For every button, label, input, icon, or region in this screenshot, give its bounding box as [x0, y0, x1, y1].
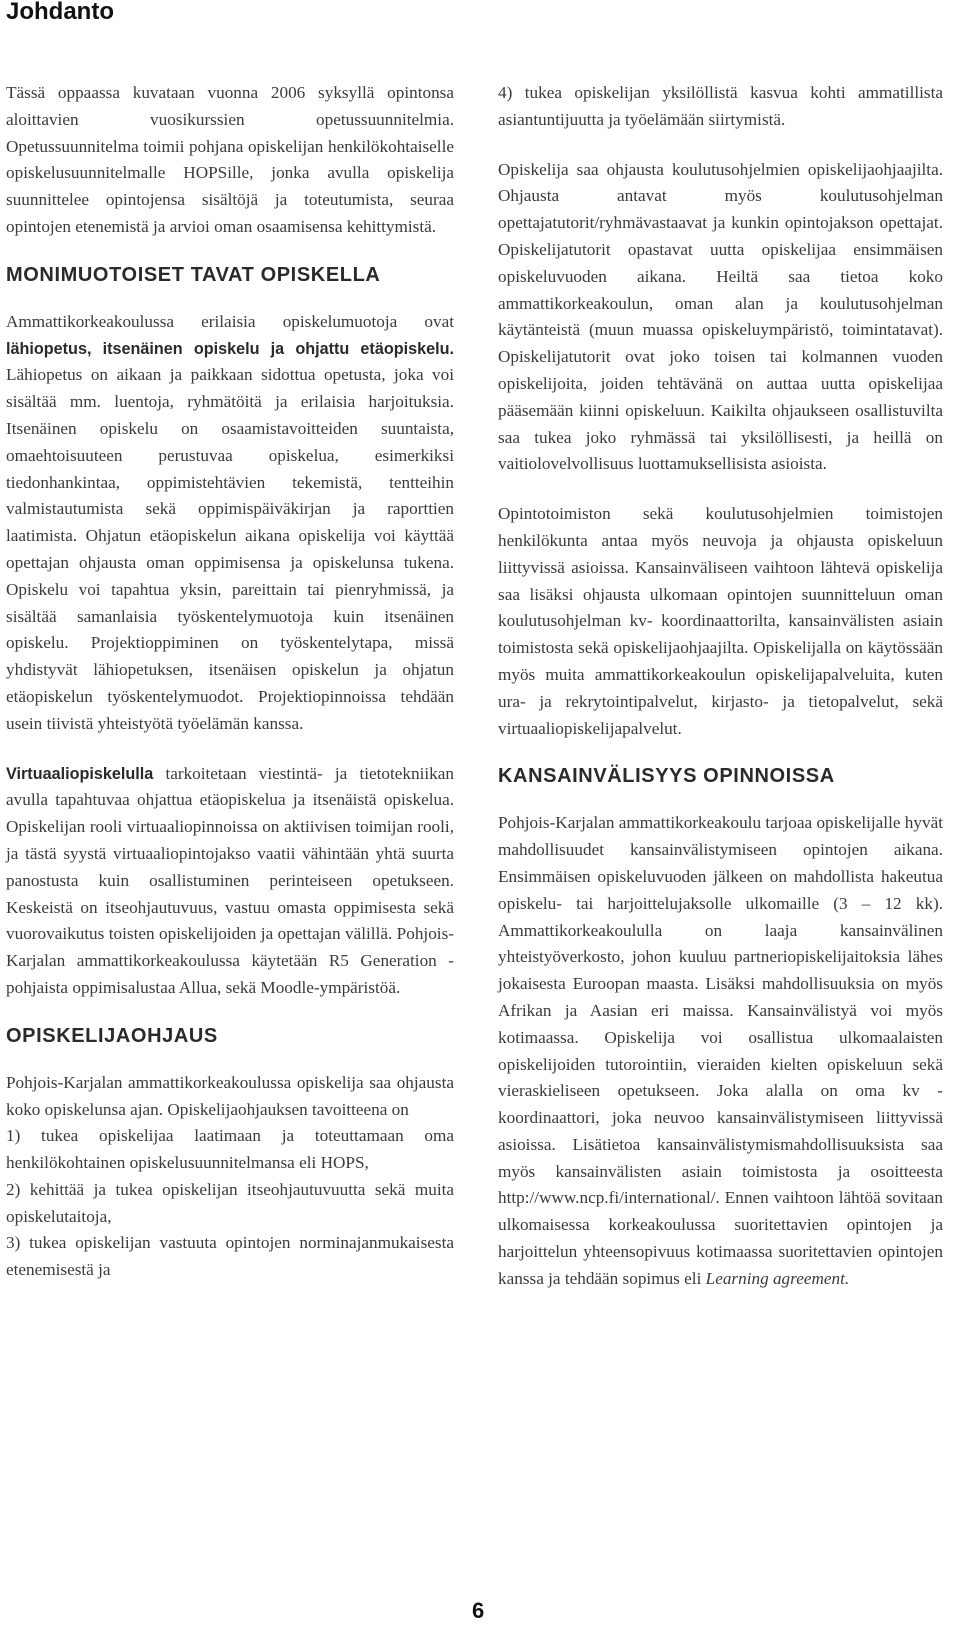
international-text: Pohjois-Karjalan ammattikorkeakoulu tarjoaa opiskelijalle hyvät mahdollisuudet kansainvälistymiseen opintojen aikana. Ensimmäisen opiskeluvuoden jälkeen on mahdollista hakeutua opiskelu- tai harjoittelujaksolle ulkomaille (3 – 12 kk). Ammattikorkeakoululla on laaja kansainvälinen yhteistyöverkosto, johon kuuluu partneriopiskelijaitoksia lähes jokaisesta Euroopan maasta. Lisäksi mahdollisuuksia on myös Afrikan ja Aasian eri maissa. Kansainvälistyä voi myös kotimaassa. Opiskelija voi osallistua ulkomaalaisten opiskelijoiden tutorointiin, vieraiden kielten opiskeluun sekä vieraskieliseen opetukseen. Joka alalla on oma kv -koordinaattori, joka neuvoo kansainvälistymiseen liittyvissä asioissa. Lisätietoa kansainvälistymismahdollisuuksista saa myös kansainvälisten asiain toimistosta ja osoitteesta http://www.ncp.fi/international/. Ennen vaihtoon lähtöä sovitaan ulkomaisessa korkeakoulussa suoritettavien opintojen ja harjoittelun yhteensopivuus kotimaassa suoritettavien opintojen kanssa ja tehdään sopimus eli — [498, 813, 943, 1288]
left-column — [6, 80, 454, 1284]
virtual-study-text: tarkoitetaan viestintä- ja tietotekniikan avulla tapahtuvaa ohjattua etäopiskelua ja itsenäistä opiskelua. Opiskelijan rooli virtuaaliopinnoissa on aktiivisen toimijan rooli, ja tästä syystä virtuaaliopintojakso vaatii vähintään yhtä suurta panostusta kuin osallistuminen perinteiseen opetukseen. Keskeistä on itseohjautuvuus, vastuu omasta oppimisesta sekä vuorovaikutus toisten opiskelijoiden ja opettajan välillä. Pohjois-Karjalan ammattikorkeakoulussa käytetään R5 Generation -pohjaista oppimisalustaa Allua, sekä Moodle-ympäristöä. — [6, 763, 454, 997]
section-heading-study-forms: MONIMUOTOISET TAVAT OPISKELLA — [6, 263, 381, 286]
guidance-goal-3: 3) tukea opiskelijan vastuuta opintojen norminajanmukaisesta etenemisestä ja — [6, 1233, 454, 1280]
section-heading-international: KANSAINVÄLISYYS OPINNOISSA — [498, 765, 835, 788]
page-title: Johdanto — [6, 0, 114, 25]
study-forms-text-a: Ammattikorkeakoulussa erilaisia opiskelumuotoja ovat — [6, 311, 454, 331]
section-heading-guidance: OPISKELIJAOHJAUS — [6, 1024, 218, 1047]
guidance-goal-1: 1) tukea opiskelijaa laatimaan ja toteuttamaan oma henkilökohtainen opiskelusuunnitelmansa eli HOPS, — [6, 1126, 454, 1173]
study-forms-text-b: Lähiopetus on aikaan ja paikkaan sidottua opetusta, joka voi sisältää mm. luentoja, ryhmätöitä ja erilaisia harjoituksia. Itsenäinen opiskelu on osaamistavoitteiden suuntaista, omaehtoisuuteen perustuvaa opiskelua, esimerkiksi tiedonhankintaa, oppimistehtävien tekemistä, tentteihin valmistautumista sekä oppimispäiväkirjan ja raporttien laatimista. Ohjatun etäopiskelun aikana opiskelija voi käyttää opettajan ohjausta oman oppimisensa ja opiskelunsa tukena. Opiskelu voi tapahtua yksin, pareittain tai pienryhmissä, ja sisältää samanlaisia työskentelymuotoja kuin itsenäinen opiskelu. Projektioppiminen on työskentelytapa, missä yhdistyvät lähiopetuksen, itsenäisen opiskelun ja ohjatun etäopiskelun työskentelymuodot. Projektiopinnoissa tehdään usein tiivistä yhteistyötä työelämän kanssa. — [6, 365, 454, 733]
learning-agreement-term: Learning agreement. — [705, 1268, 850, 1288]
study-forms-bold-terms: lähiopetus, itsenäinen opiskelu ja ohjattu etäopiskelu. — [6, 339, 454, 358]
guidance-paragraph-3: Opintotoimiston sekä koulutusohjelmien toimistojen henkilökunta antaa myös neuvoja ja ohjausta opiskeluun liittyvissä asioissa. Kansainväliseen vaihtoon lähtevä opiskelija saa lisäksi ohjausta ulkomaan opintojen suunnitteluun oman koulutusohjelman kv- koordinaattorilta, kansainvälisten asiain toimistosta sekä opiskelijaohjaajilta. Opiskelijalla on käytössään myös muita ammattikorkeakoulun opiskelijapalveluita, kuten ura- ja rekrytointipalvelut, kirjasto- ja tietopalvelut, sekä virtuaaliopiskelijapalvelut. — [498, 504, 943, 738]
guidance-goal-2: 2) kehittää ja tukea opiskelijan itseohjautuvuutta sekä muita opiskelutaitoja, — [6, 1179, 454, 1226]
virtual-study-paragraph — [6, 761, 454, 1002]
guidance-paragraph: Pohjois-Karjalan ammattikorkeakoulussa opiskelija saa ohjausta koko opiskelunsa ajan. Opiskelijaohjauksen tavoitteena on — [6, 1072, 454, 1119]
intro-paragraph: Tässä oppaassa kuvataan vuonna 2006 syksyllä opintonsa aloittavien vuosikurssien opetussuunnitelmia. Opetussuunnitelma toimii pohjana opiskelijan henkilökohtaiselle opiskelusuunnitelmalle HOPSille, jonka avulla opiskelija suunnittelee opintojensa sisältöjä ja toteutumista, seuraa opintojen etenemistä ja arvioi oman osaamisensa kehittymistä. — [6, 83, 454, 236]
international-paragraph — [498, 810, 943, 1292]
guidance-goal-4: 4) tukea opiskelijan yksilöllistä kasvua kohti ammatillista asiantuntijuutta ja työelämään siirtymistä. — [498, 83, 943, 129]
right-column — [498, 80, 943, 1316]
guidance-paragraph-2: Opiskelija saa ohjausta koulutusohjelmien opiskelijaohjaajilta. Ohjausta antavat myös koulutusohjelman opettajatutorit/ryhmävastaavat ja kunkin opintojakson opettajat. Opiskelijatutorit opastavat uutta opiskelijaa ensimmäisen opiskeluvuoden aikana. Heiltä saa tietoa koko ammattikorkeakoulun, oman alan ja koulutusohjelman käytänteistä (muun muassa opiskeluympäristö, toimintatavat). Opiskelijatutorit ovat joko toisen tai kolmannen vuoden opiskelijoita, joiden tehtävänä on auttaa uutta opiskelijaa pääsemään kiinni opiskeluun. Kaikilta ohjaukseen osallistuvilta saa tukea joko ryhmässä tai yksilöllisesti, ja heillä on vaitiolovelvollisuus luottamuksellisista asioista. — [498, 159, 943, 474]
study-forms-paragraph — [6, 309, 454, 738]
page-number: 6 — [472, 1598, 485, 1623]
virtual-study-term: Virtuaaliopiskelulla — [6, 764, 154, 783]
